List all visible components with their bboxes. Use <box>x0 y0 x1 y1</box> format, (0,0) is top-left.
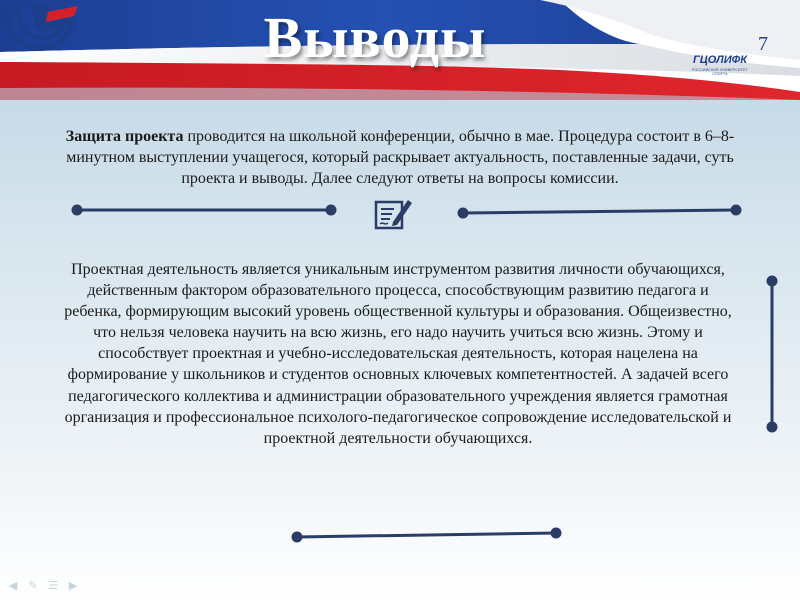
document-pen-icon <box>374 196 414 232</box>
logo-subtitle: РОССИЙСКИЙ УНИВЕРСИТЕТ СПОРТА <box>692 68 748 76</box>
divider-dot <box>767 276 777 286</box>
divider-dot <box>767 422 777 432</box>
divider-dot <box>292 532 302 542</box>
slide-number: 7 <box>758 33 768 55</box>
paragraph-1-text: проводится на школьной конференции, обычно в мае. Процедура состоит в 6–8-минутном выступлении учащегося, который раскрывает актуальность, поставленные задачи, суть проекта и выводы. Далее следуют ответы на вопросы комиссии. <box>66 128 735 187</box>
slide-title: Выводы <box>263 5 487 70</box>
divider-dot <box>551 528 561 538</box>
divider-dot <box>731 205 741 215</box>
conclusion-paragraph-2: Проектная деятельность является уникальным инструментом развития личности обучающихся, действенным фактором образовательного процесса, способствующим развитию педагога и ребенка, формирующим высокий уровень общественной культуры и образования. Общеизвестно, что нельзя человека научить на всю жизнь, его надо научить учиться всю жизнь. Этому и способствует проектная и учебно-исследовательская деятельность, которая нацелена на формирование у школьников и студентов основных ключевых компетентностей. А задачей всего педагогического коллектива и администрации образовательного учреждения является грамотная организация и профессиональное психолого-педагогическое сопровождение исследовательской и проектной деятельности обучающихся. <box>64 261 732 447</box>
next-arrow-icon[interactable]: ▶ <box>68 579 78 592</box>
divider-dot <box>326 205 336 215</box>
menu-icon[interactable]: ☰ <box>48 579 58 592</box>
pen-icon[interactable]: ✎ <box>28 579 38 592</box>
prev-arrow-icon[interactable]: ◀ <box>8 579 18 592</box>
slideshow-nav <box>6 579 80 593</box>
divider-dot <box>72 205 82 215</box>
divider-line-right <box>463 210 736 213</box>
logo-name: ГЦОЛИФК <box>692 54 747 66</box>
divider-dot <box>458 208 468 218</box>
paragraph-1-bold-lead: Защита проекта <box>65 128 184 145</box>
divider-line-bottom <box>297 533 556 537</box>
